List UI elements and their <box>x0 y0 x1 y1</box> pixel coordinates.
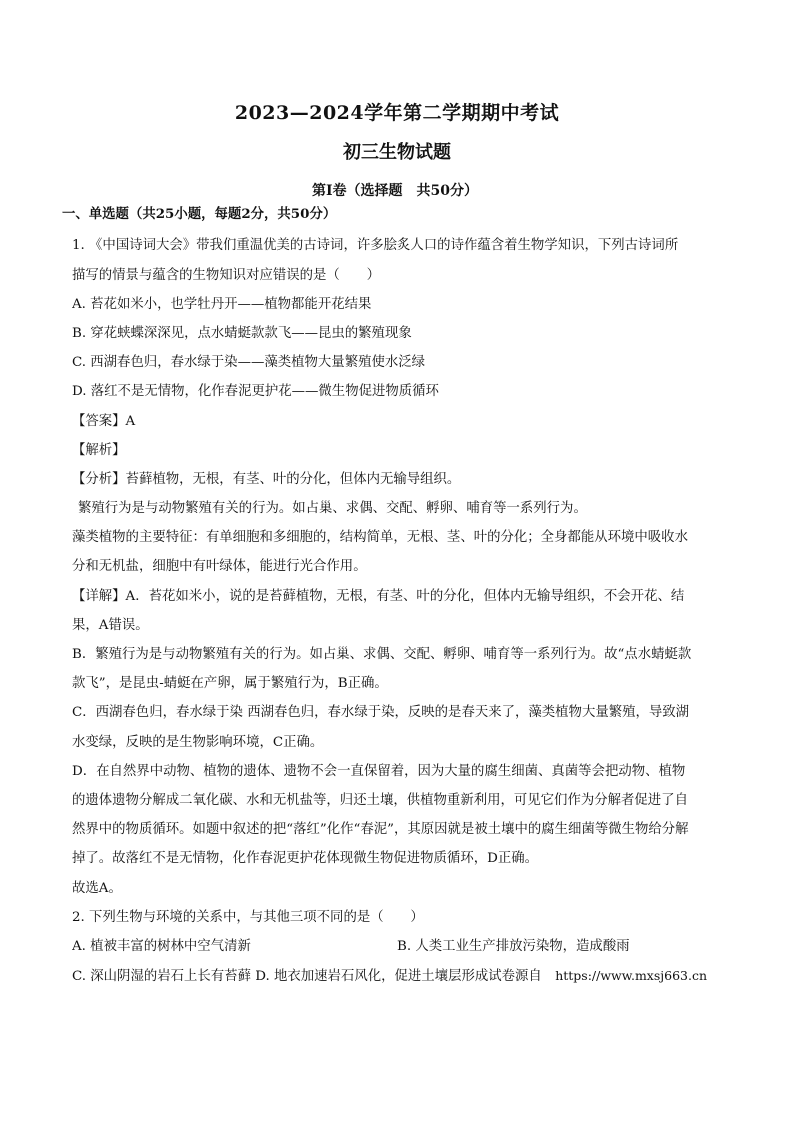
question-2-option-cd: C. 深山阴湿的岩石上长有苔藓 D. 地衣加速岩石风化，促进土壤层形成试卷源自 <box>72 969 556 985</box>
part-heading: 一、单选题（共25小题，每题2分，共50分） <box>62 206 337 223</box>
question-1-analysis-1: 【分析】苔藓植物，无根，有茎、叶的分化，但体内无输导组织。 <box>72 471 461 487</box>
exam-title: 2023—2024学年第二学期期中考试 <box>234 102 560 124</box>
question-1-option-d: D. 落红不是无情物，化作春泥更护花——微生物促进物质循环 <box>72 384 439 400</box>
question-1-detail-b1: B．繁殖行为是与动物繁殖有关的行为。如占巢、求偶、交配、孵卵、哺育等一系列行为。故“点水蜻蜓款 <box>72 647 692 662</box>
question-1-stem-line2: 描写的情景与蕴含的生物知识对应错误的是（ ） <box>72 267 380 283</box>
question-2-options-row2 <box>72 964 722 987</box>
question-1-detail-c2: 水变绿，反映的是生物影响环境，C正确。 <box>72 734 324 750</box>
question-1-detail-a2: 果，A错误。 <box>72 617 149 633</box>
question-1-detail-d3: 然界中的物质循环。如题中叙述的把“落红”化作“春泥”，其原因就是被土壤中的腐生细菌等微生物给分解 <box>72 822 689 838</box>
question-2-options-row1 <box>72 935 722 958</box>
question-2-option-a: A. 植被丰富的树林中空气清新 <box>72 938 251 954</box>
question-1-detail-d4: 掉了。故落红不是无情物，化作春泥更护花体现微生物促进物质循环，D正确。 <box>72 851 539 867</box>
question-1-detail-c1: C．西湖春色归，春水绿于染 西湖春色归，春水绿于染，反映的是春天来了，藻类植物大量繁殖，导致湖 <box>72 705 690 721</box>
question-1-analysis-2: 繁殖行为是与动物繁殖有关的行为。如占巢、求偶、交配、孵卵、哺育等一系列行为。 <box>78 501 587 517</box>
question-1-detail-d1: D．在自然界中动物、植物的遗体、遗物不会一直保留着，因为大量的腐生细菌、真菌等会把动物、植物 <box>72 763 686 779</box>
question-1-detail-b2: 款飞”，是昆虫-蜻蜓在产卵，属于繁殖行为，B正确。 <box>72 676 388 692</box>
question-1-conclusion: 故选A。 <box>72 880 122 896</box>
question-1-detail-d2: 的遗体遗物分解成二氧化碳、水和无机盐等，归还土壤，供植物重新利用，可见它们作为分解者促进了自 <box>72 792 688 808</box>
question-1-option-c: C. 西湖春色归，春水绿于染——藻类植物大量繁殖使水泛绿 <box>72 355 426 371</box>
question-2-option-b: B. 人类工业生产排放污染物，造成酸雨 <box>397 938 630 954</box>
question-1-analysis-label: 【解析】 <box>72 442 126 458</box>
exam-content <box>62 180 722 987</box>
question-1-option-b: B. 穿花蛱蝶深深见，点水蜻蜓款款飞——昆虫的繁殖现象 <box>72 325 412 341</box>
source-url-link[interactable]: https://www.mxsj663.cn <box>555 968 708 984</box>
section-heading: 第Ⅰ卷（选择题 共50分） <box>311 183 479 199</box>
question-1-stem-line1: 1. 《中国诗词大会》带我们重温优美的古诗词，许多脍炙人口的诗作蕴含着生物学知识，下列古诗词所 <box>72 238 679 254</box>
question-1-analysis-3b: 分和无机盐，细胞中有叶绿体，能进行光合作用。 <box>72 559 367 575</box>
question-1-detail-a1: 【详解】A．苔花如米小，说的是苔藓植物，无根，有茎、叶的分化，但体内无输导组织，不会开花、结 <box>72 588 685 604</box>
exam-subtitle: 初三生物试题 <box>343 142 451 163</box>
question-1-option-a: A. 苔花如米小，也学牡丹开——植物都能开花结果 <box>72 296 372 312</box>
question-1-analysis-3a: 藻类植物的主要特征：有单细胞和多细胞的，结构简单，无根、茎、叶的分化；全身都能从环境中吸收水 <box>72 530 688 546</box>
question-1-answer: 【答案】A <box>72 413 136 429</box>
question-2-stem: 2. 下列生物与环境的关系中，与其他三项不同的是（ ） <box>72 909 424 925</box>
